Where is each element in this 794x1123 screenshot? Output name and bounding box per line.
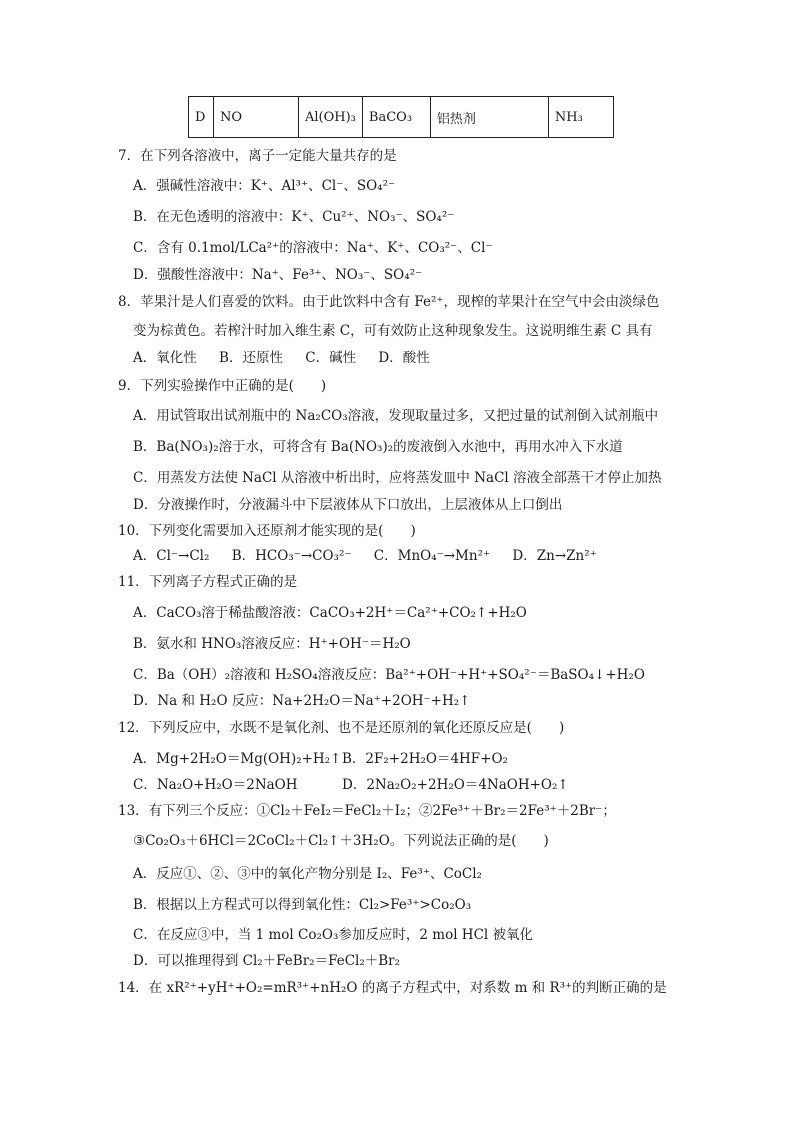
question-11-option-d: D．Na 和 H₂O 反应：Na+2H₂O＝Na⁺+2OH⁻+H₂↑ [133,693,471,709]
question-8-option-a: A．氧化性 [133,350,197,366]
question-10-option-c: C．MnO₄⁻→Mn²⁺ [373,548,491,564]
question-8-stem-line-2: 变为棕黄色。若榨汁时加入维生素 C，可有效防止这种现象发生。这说明维生素 C 具有 [133,323,653,339]
question-13-option-b: B．根据以上方程式可以得到氧化性：Cl₂>Fe³⁺>Co₂O₃ [133,897,472,913]
question-7-option-a: A．强碱性溶液中：K⁺、Al³⁺、Cl⁻、SO₄²⁻ [133,178,396,194]
question-9-option-b: B．Ba(NO₃)₂溶于水，可将含有 Ba(NO₃)₂的废液倒入水池中，再用水冲入下水道 [133,439,623,455]
question-10-option-d: D．Zn→Zn²⁺ [512,548,597,564]
question-8-stem-line-1: 8．苹果汁是人们喜爱的饮料。由于此饮料中含有 Fe²⁺，现榨的苹果汁在空气中会由淡绿色 [118,294,660,310]
question-12-stem: 12．下列反应中，水既不是氧化剂、也不是还原剂的氧化还原反应是( ) [118,720,565,736]
question-7-option-d: D．强酸性溶液中：Na⁺、Fe³⁺、NO₃⁻、SO₄²⁻ [133,267,423,283]
question-13-option-d: D．可以推理得到 Cl₂＋FeBr₂＝FeCl₂＋Br₂ [133,953,401,969]
question-10-option-b: B．HCO₃⁻→CO₃²⁻ [231,548,352,564]
table-cell: D [189,97,214,138]
question-9-option-a: A．用试管取出试剂瓶中的 Na₂CO₃溶液，发现取量过多，又把过量的试剂倒入试剂瓶中 [133,408,659,424]
question-11-option-a: A．CaCO₃溶于稀盐酸溶液：CaCO₃+2H⁺＝Ca²⁺+CO₂↑+H₂O [133,605,527,621]
question-7-stem: 7．在下列各溶液中，离子一定能大量共存的是 [118,148,397,164]
question-11-stem: 11．下列离子方程式正确的是 [118,574,298,590]
question-10-option-a: A．Cl⁻→Cl₂ [133,548,210,564]
question-12-option-d: D．2Na₂O₂+2H₂O＝4NaOH+O₂↑ [342,777,569,793]
question-14-stem: 14．在 xR²⁺+yH⁺+O₂=mR³⁺+nH₂O 的离子方程式中，对系数 m 和 R³⁺的判断正确的是 [118,980,667,996]
question-13-stem-line-1: 13．有下列三个反应：①Cl₂＋FeI₂＝FeCl₂＋I₂；②2Fe³⁺＋Br₂＝2Fe³⁺＋2Br⁻； [118,803,616,819]
question-8-option-d: D．酸性 [378,350,430,366]
question-7-option-b: B．在无色透明的溶液中：K⁺、Cu²⁺、NO₃⁻、SO₄²⁻ [133,209,455,225]
answer-option-table [188,96,614,138]
question-10-options [133,547,597,565]
question-11-option-c: C．Ba（OH）₂溶液和 H₂SO₄溶液反应：Ba²⁺+OH⁻+H⁺+SO₄²⁻＝BaSO₄↓+H₂O [133,667,645,683]
question-8-option-c: C．碱性 [305,350,357,366]
question-8-options [133,349,430,367]
question-9-option-c: C．用蒸发方法使 NaCl 从溶液中析出时，应将蒸发皿中 NaCl 溶液全部蒸干才停止加热 [133,470,662,486]
table-cell: NO [214,97,299,138]
table-cell: NH₃ [548,97,613,138]
question-7-option-c: C．含有 0.1mol/LCa²⁺的溶液中：Na⁺、K⁺、CO₃²⁻、Cl⁻ [133,240,493,256]
question-10-stem: 10．下列变化需要加入还原剂才能实现的是( ) [118,523,416,539]
question-11-option-b: B．氨水和 HNO₃溶液反应：H⁺+OH⁻＝H₂O [133,636,411,652]
question-12-option-b: B．2F₂+2H₂O＝4HF+O₂ [342,751,508,767]
table-cell: Al(OH)₃ [299,97,363,138]
question-13-stem-line-2: ③Co₂O₃＋6HCl＝2CoCl₂＋Cl₂↑＋3H₂O。下列说法正确的是( ) [133,833,549,849]
question-8-option-b: B．还原性 [219,350,283,366]
table-cell: 铝热剂 [430,97,548,138]
question-13-option-c: C．在反应③中，当 1 mol Co₂O₃参加反应时，2 mol HCl 被氧化 [133,927,534,943]
question-9-stem: 9．下列实验操作中正确的是( ) [118,378,327,394]
question-9-option-d: D．分液操作时，分液漏斗中下层液体从下口放出，上层液体从上口倒出 [133,497,563,513]
table-cell: BaCO₃ [362,97,430,138]
question-12-option-a: A．Mg+2H₂O＝Mg(OH)₂+H₂↑ [133,751,342,767]
question-12-option-c: C．Na₂O+H₂O＝2NaOH [133,777,298,793]
question-13-option-a: A．反应①、②、③中的氧化产物分别是 I₂、Fe³⁺、CoCl₂ [133,866,482,882]
table-row [189,97,614,138]
